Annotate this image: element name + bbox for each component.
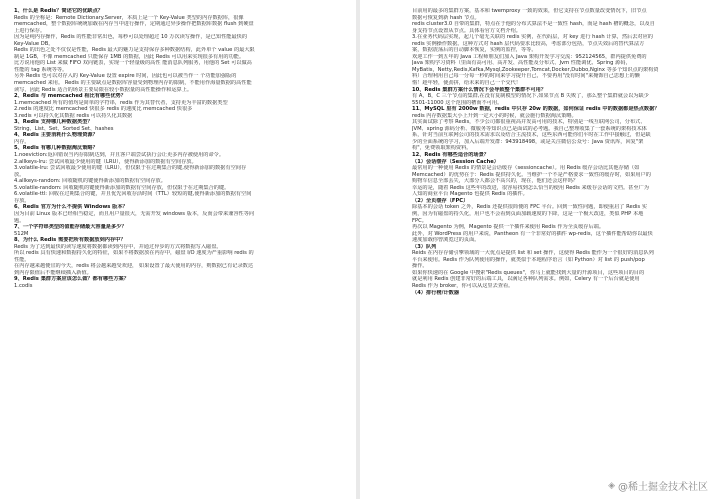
text-line: 除基本的会话 token 之外，Redis 还提供很简便的 FPC 平台。回到一致性问题，即使重启了 Redis 实: [412, 204, 647, 211]
text-line: 放。: [14, 171, 25, 178]
text-line: 题。: [14, 217, 25, 224]
text-line: 2.allkeys-lru: 尝试回收最少使用的键（LRU），使得新添加的数据有空间存放。: [14, 158, 197, 165]
text-line: 另外 Redis 也可以对存入的 Key-Value 设置 expire 时间，因此也可以被当作一 个功能加强版的: [14, 73, 237, 80]
question-heading: 4、Redis 主要消耗什么物理资源？: [14, 132, 98, 139]
question-heading: 8、为什么 Redis 需要把所有数据放到内存中？: [14, 237, 126, 244]
text-line: 1.memcached 所有的值均是简单的字符串，redis 作为其替代者，支持更为丰富的数据类型: [14, 99, 228, 106]
text-line: 2.redis 的速度比 memcached 快很多 redis 的速度比 memcached 快很多: [14, 106, 193, 113]
question-heading: 5、Redis 有哪几种数据淘汰策略？: [14, 145, 98, 152]
text-line: Redis 的出色之处不仅仅是性能，Redis 最大的魅力是支持保存多种数据结构，此外单个 value 的最大限: [14, 47, 255, 54]
text-line: Redis 作为 broker，你可以从这里去查看。: [412, 282, 514, 289]
question-heading: （1）会话缓存（Session Cache）: [412, 158, 499, 165]
text-line: MyBatis，Netty,Redis,Kafka,Mysql,Zookeeper,Tomcat,Docker,Dubbo,Nginx 等多个知识点的架构资: [412, 66, 659, 73]
text-line: 到内存限值后不能继续插入新值。: [14, 269, 92, 276]
page-right-text: [412, 8, 710, 296]
text-line: Memcached）的优势在于：Redis 提供持久化。当维护一个不是严格要求一致性的缓存时，如果用户的: [412, 171, 651, 178]
text-line: 例，因为有磁盘的持久化，用户也不会看到页面加载速度的下降，这是一个极大改进，类似 PHP 本地: [412, 210, 644, 217]
text-line: 512M: [14, 230, 29, 237]
text-line: 比方说用他的 List 来做 FIFO 双向链表，实现一个轻量级的高性 能消息队列服务，用他的 Set 可以做高: [14, 60, 252, 67]
question-heading: 11、MySQL 里有 2000w 数据，redis 中只存 20w 的数据，如何保证 redis 中的数据都是热点数据？: [412, 106, 660, 113]
text-line: 5501-11000 这个范围的槽而不可用。: [412, 99, 503, 106]
question-heading: 12、Redis 有哪些适合的场景？: [412, 152, 489, 159]
question-heading: 2、Redis 与 memcached 相比有哪些优势？: [14, 93, 126, 100]
question-heading: 7、一个字符串类型的值能存储最大容量是多少？: [14, 224, 127, 231]
text-line: 操作。: [412, 263, 428, 270]
text-line: 此外，对 WordPress 的用户来说，Pantheon 有一个非常好的插件 wp-redis，这个插件能帮助你以最快: [412, 230, 653, 237]
text-line: String、List、Set、Sorted Set、hashes: [14, 125, 114, 132]
question-heading: （2）全页缓存（FPC）: [412, 197, 469, 204]
question-heading: 9、Redis 集群方案应该怎么做？都有哪些方案？: [14, 276, 129, 283]
text-line: 就是利用 Redis 创建非常好的后端工具，以满足各种队列需求。例如，Celery 有一个后台就是使用: [412, 276, 640, 283]
text-line: 系，针对当前互联网公司的技术需求以及结合主流技术，这些东西可能你们平时在工作中接触过，但是缺: [412, 132, 651, 139]
document-page-right: [360, 0, 716, 499]
text-line: memcached，整个数据库统统加载在内存当中进行操作，定期通过异步操作把数据库数据 flush 到硬盘: [14, 21, 254, 28]
text-line: 速度加载你曾浏览过的页面。: [412, 237, 480, 244]
text-line: 人知的商业平台 Magento 也提供 Redis 的插件。: [412, 191, 528, 198]
text-line: Key-Value DB。: [14, 40, 54, 47]
text-line: 3.volatile-lru: 尝试回收最少使用的键（LRU），但仅限于在过期集合的键,使得新添加的数据有空间存: [14, 165, 247, 172]
text-line: 在内存越来越便宜的今天，redis 将会越来越受欢迎， 如果设置了最大使用的内存，则数据已有记录数达: [14, 263, 254, 270]
question-heading: 3、Redis 支持哪几种数据类型？: [14, 119, 93, 126]
watermark: [608, 478, 708, 493]
text-line: 上进行保存。: [14, 27, 46, 34]
text-line: 3.在业务代码层实现，起几个毫无关联的 redis 实例，在代码层，对 key 进行 hash 计算，然后去对应的: [412, 34, 653, 41]
document-page-left: [0, 0, 356, 499]
text-line: Redis 的全称是：Remote Dictionary.Server，本质上是一个 Key-Value 类型的内存数据库，很像: [14, 14, 244, 21]
text-line: 购物车信息全部丢失，大部分人都会不高兴的，现在，他们还会这样吗？: [412, 178, 579, 185]
text-line: 性能的 tag 系统等等。: [14, 66, 68, 73]
text-line: JVM、spring 源码分析、微服务等知识点已是面试的必考题。我自己整理收集了一套系统的架构技术体: [412, 125, 647, 132]
text-line: redis 内存数据集大小上升到一定大小的时候，就会施行数据淘汰策略。: [412, 112, 577, 119]
text-line: 惰！趁年轻，使劲拼，给未来的自己一个交代！: [412, 80, 521, 87]
text-line: 案，数据震荡后的自动脚本恢复，实例的监控，等等。: [412, 47, 537, 54]
text-line: 3.redis 可以持久化其数据 redis 可以持久化其数据: [14, 112, 133, 119]
page-left-text: [14, 8, 348, 290]
text-line: 1.codis: [14, 282, 33, 289]
text-line: 有 A，B，C 三个节点的集群,在没有复制模型的情况下,如果节点 B 失败了，那么整个集群就会以为缺少: [412, 93, 649, 100]
text-line: 其实面试除了考察 Redis，不少公司都很重视高并发高可用的技术，特别是一线互联网公司，分布式、: [412, 119, 646, 126]
text-line: 欢迎工作一到五年的 Java 工程师朋友们加入 Java 架构开发学习交流：952124565，群内提供免费的: [412, 53, 647, 60]
text-line: 料）合理利用自己每一分每一秒的时间来学习提升自己，不要再用"没有时间"来掩饰自己思想上的懒: [412, 73, 640, 80]
text-line: 性能。: [14, 256, 30, 263]
text-line: 幸运的是，随着 Redis 这些年的改进，很容易找到怎么恰当的使用 Redis 来缓存会话的文档。甚至广为: [412, 184, 649, 191]
text-line: 因为是纯内存操作，Redis 的性能非常出色，每秒可以处理超过 10 万次读写操作，是已知性能最快的: [14, 34, 248, 41]
text-line: 所以 redis 具有快速和数据持久化的特征，如果不将数据放在内存中，磁盘 I/O 速度为严重影响 redis 的: [14, 250, 254, 257]
text-line: 4.allkeys-random: 回收随机的键使得新添加的数据有空间存放。: [14, 178, 166, 185]
text-line: 如果你快速的在 Google 中搜索"Redis queues"，你马上就能找到大量的开源项目，这些项目的目的: [412, 269, 645, 276]
text-line: 制是 1GB，不像 memcached 只能保存 1MB 的数据，因此 Redis 可以用来实现很多有用的功能。: [14, 53, 245, 60]
text-line: 内存。: [14, 138, 30, 145]
text-line: 5.volatile-random: 回收随机的键使得新添加的数据有空间存放，但仅限于在过期集合的键。: [14, 184, 230, 191]
text-line: 平台来使用。Redis 作为队列使用的操作，就类似于本地程序语言（如 Python）对 list 的 push/pop: [412, 256, 645, 263]
watermark-text: @稀土掘金技术社区: [618, 482, 708, 493]
text-line: 最常用的一种使用 Redis 的情景是会话缓存（sessioncache）。用 Redis 缓存会话比其他存储（如: [412, 165, 640, 172]
question-heading: 6、Redis 官方为什么不提供 Windows 版本？: [14, 204, 128, 211]
text-line: Reids 在内存存储引擎领域的一大优点是提供 list 和 set 操作，这使得 Redis 能作为一个很好的消息队列: [412, 250, 654, 257]
text-line: 存放。: [14, 197, 30, 204]
text-line: redis 实例操作数据。这种方式对 hash 层代码要求比较高，考虑部分包括，节点失效后的替代算法方: [412, 40, 645, 47]
text-line: 因为目前 Linux 版本已经相当稳定，而且用户量很大，无需开发 windows 版本，反而会带来兼容性等问: [14, 210, 255, 217]
question-heading: （3）队列: [412, 243, 437, 250]
text-line: 少的全面系统的学习，加入后端开发群：943918498，或是关注微信公众号：Java 资讯库，回复"架: [412, 138, 644, 145]
question-heading: 10、Redis 集群方案什么情况下会导致整个集群不可用？: [412, 86, 547, 93]
juejin-logo-icon: ◈: [608, 480, 615, 491]
text-line: 1.noeviction:返回错误当内存限制达到，并且客户端尝试执行会让更多内存被使用的命令。: [14, 152, 225, 159]
text-line: Java 架构学习资料（里面有高可用、高并发、高性能及分布式、Jvm 性能调优、Spring 源码，: [412, 60, 631, 67]
text-line: 身支持节点设置从节点。具体看官方文档介绍。: [412, 27, 521, 34]
text-line: 构"，免费领取架构资料。: [412, 145, 472, 152]
question-heading: （4）排行榜/计数器: [412, 289, 460, 296]
text-line: Redis 为了达到最快的读写速度将数据都读到内存中，并通过异步的方式将数据写入磁盘。: [14, 243, 222, 250]
text-line: 再次以 Magento 为例，Magento 提供一个插件来使用 Redis 作为全页缓存后端。: [412, 224, 605, 231]
text-line: 目前用的最多的集群方案，基本和 twemproxy 一致的效果，但它支持在节点数量改变情况下，旧节点: [412, 8, 647, 14]
text-line: redis cluster3.0 自带的集群，特点在于他的分布式算法不是一致性 hash，而是 hash 槽的概念，以及自: [412, 21, 655, 28]
text-line: 数据可恢复到新 hash 节点。: [412, 14, 480, 21]
text-line: 6.volatile-ttl: 回收在过期集合的键，并且优先回收存活时间（TTL）较短的键,使得新添加的数据有空间: [14, 191, 252, 198]
question-heading: 1、什么是 Redis？简述它的优缺点？: [14, 8, 103, 14]
text-line: memcached 来用。 Redis 的主要缺点是数据库容量受到物理内存的限制，不能用作海量数据的高性能: [14, 80, 252, 87]
text-line: 读写，因此 Redis 适合的场景主要局限在较小数据量的高性能操作和运算上。: [14, 86, 193, 93]
text-line: FPC。: [412, 217, 427, 224]
